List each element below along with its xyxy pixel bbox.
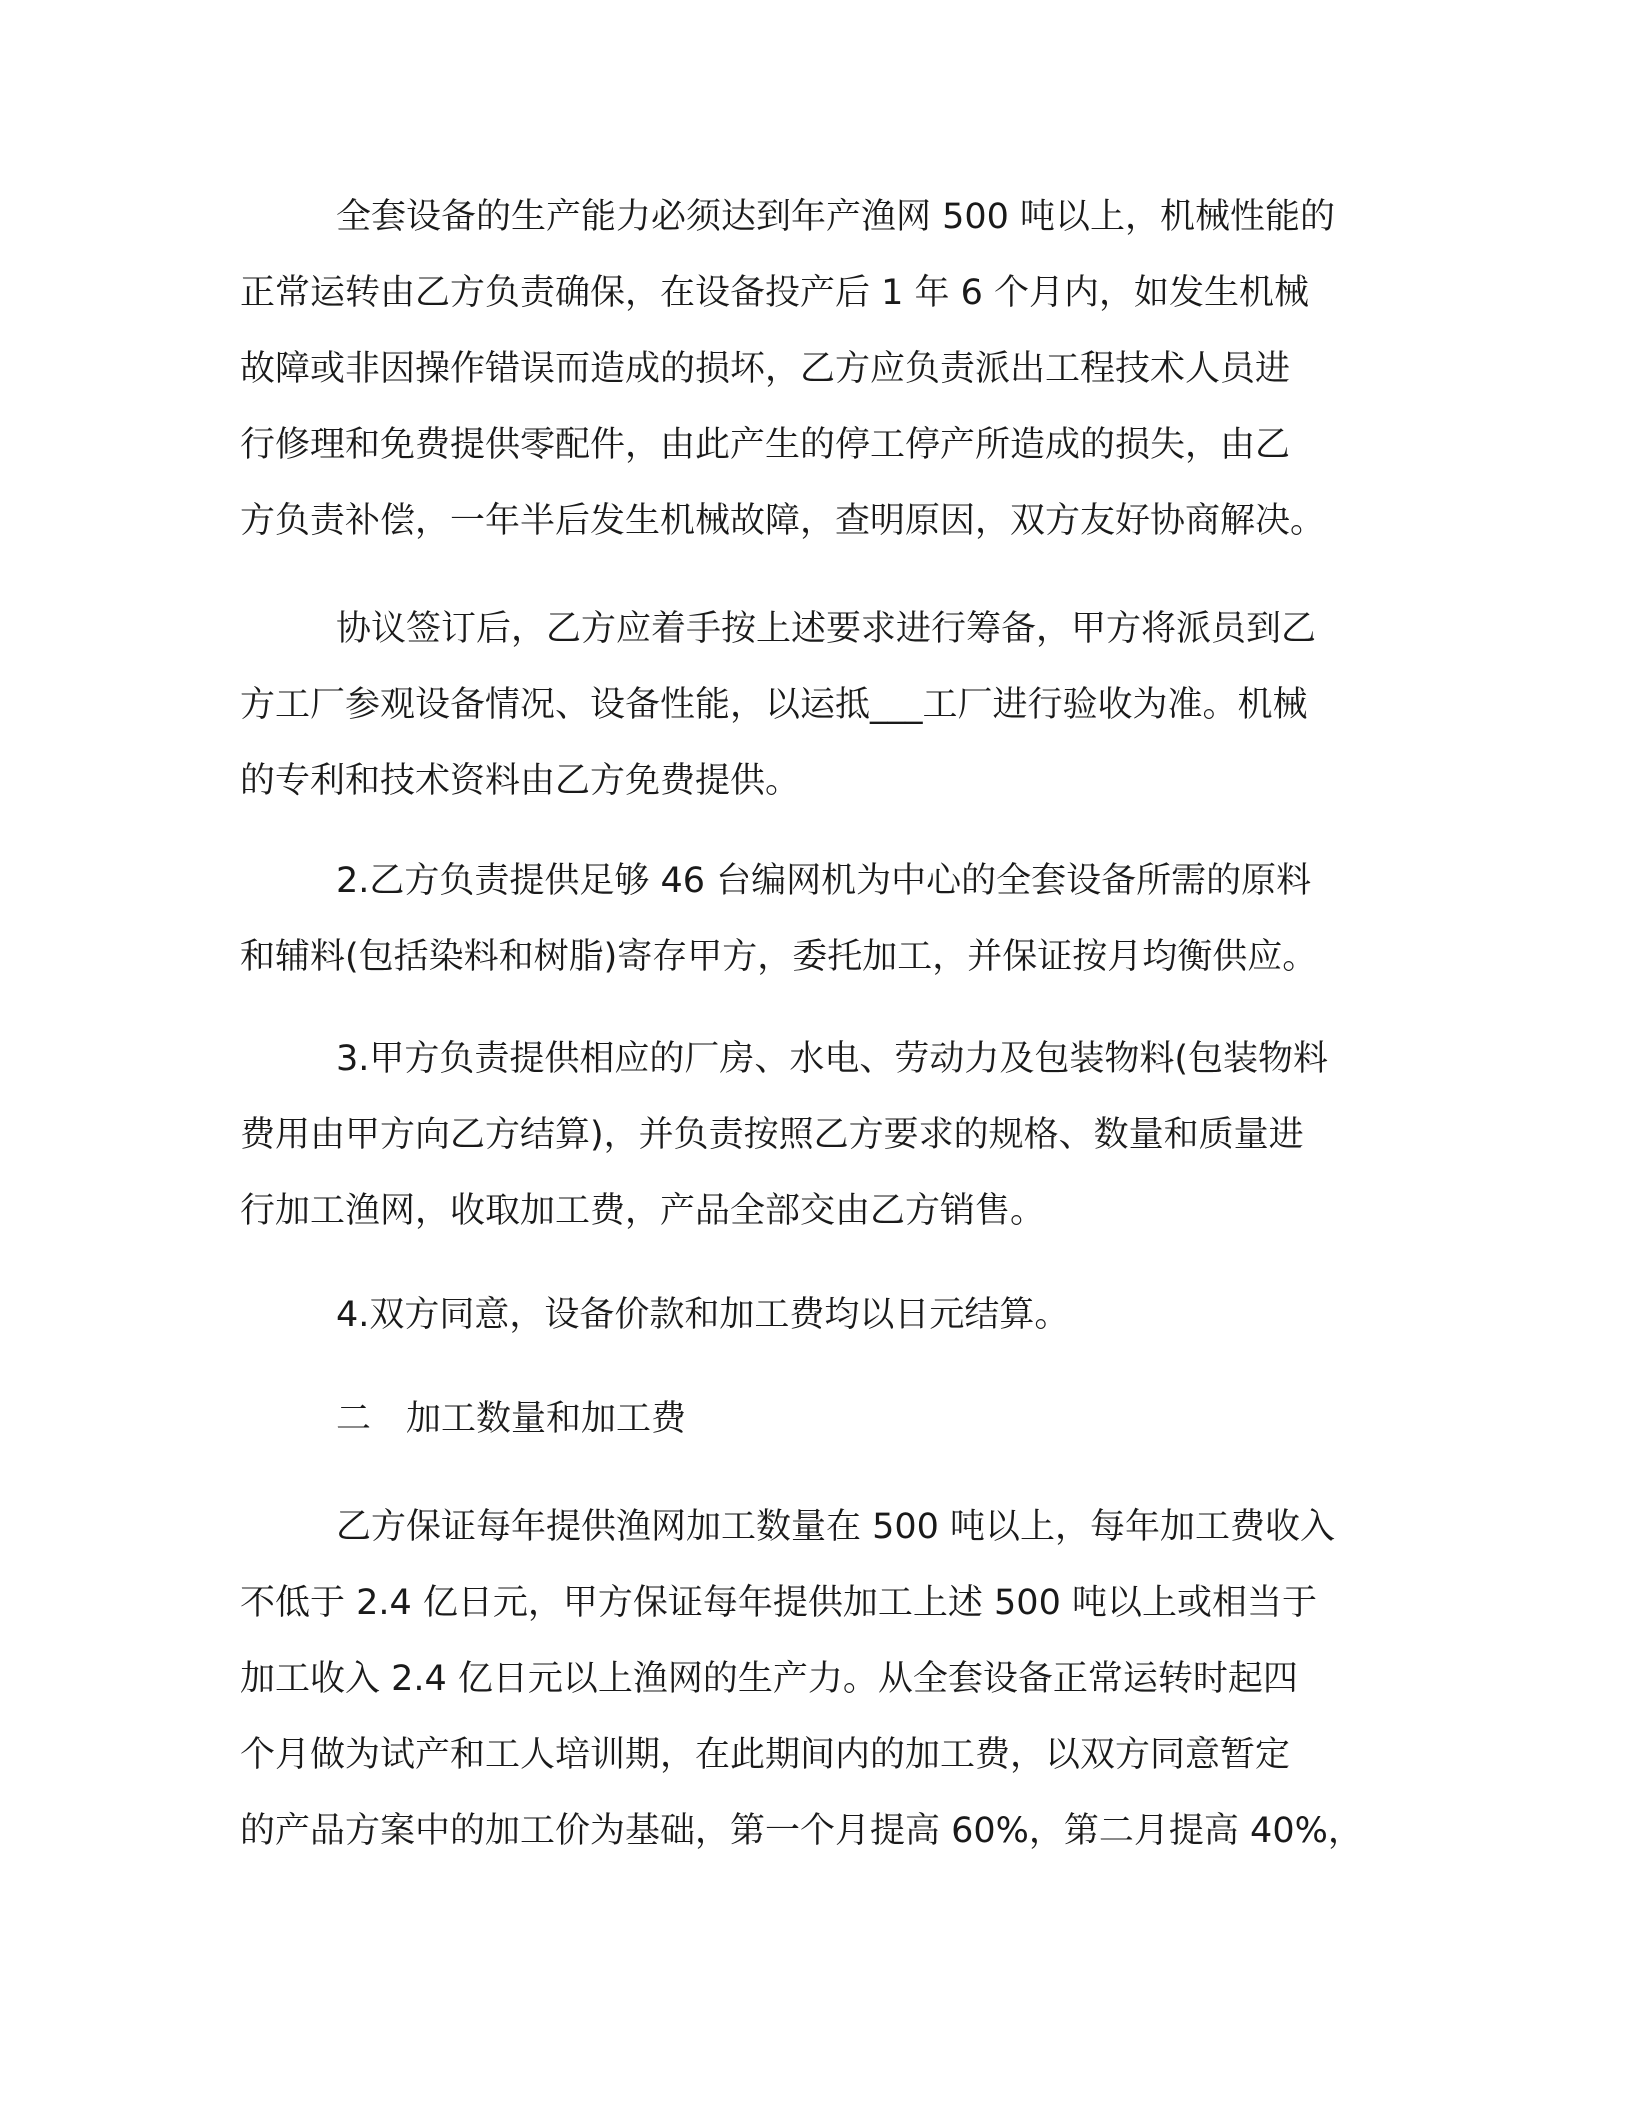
paragraph-line: 行加工渔网，收取加工费，产品全部交由乙方销售。 (240, 1191, 1046, 1231)
paragraph-line: 行修理和免费提供零配件，由此产生的停工停产所造成的损失，由乙 (240, 425, 1291, 465)
paragraph-line: 全套设备的生产能力必须达到年产渔网 500 吨以上，机械性能的 (336, 197, 1336, 237)
paragraph-line: 的产品方案中的加工价为基础，第一个月提高 60%，第二月提高 40%， (240, 1811, 1363, 1851)
paragraph-line: 2.乙方负责提供足够 46 台编网机为中心的全套设备所需的原料 (336, 861, 1312, 901)
paragraph-line: 不低于 2.4 亿日元，甲方保证每年提供加工上述 500 吨以上或相当于 (240, 1583, 1317, 1623)
paragraph-line: 方负责补偿，一年半后发生机械故障，查明原因，双方友好协商解决。 (240, 501, 1326, 541)
paragraph-line: 3.甲方负责提供相应的厂房、水电、劳动力及包装物料(包装物料 (336, 1039, 1329, 1079)
section-heading: 二 加工数量和加工费 (336, 1399, 687, 1439)
paragraph-line: 方工厂参观设备情况、设备性能，以运抵___工厂进行验收为准。机械 (240, 685, 1308, 725)
paragraph-line: 4.双方同意，设备价款和加工费均以日元结算。 (336, 1295, 1070, 1335)
paragraph-line: 和辅料(包括染料和树脂)寄存甲方，委托加工，并保证按月均衡供应。 (240, 937, 1318, 977)
paragraph-line: 协议签订后，乙方应着手按上述要求进行筹备，甲方将派员到乙 (336, 609, 1317, 649)
paragraph-line: 的专利和技术资料由乙方免费提供。 (240, 761, 801, 801)
paragraph-line: 乙方保证每年提供渔网加工数量在 500 吨以上，每年加工费收入 (336, 1507, 1336, 1547)
paragraph-line: 正常运转由乙方负责确保，在设备投产后 1 年 6 个月内，如发生机械 (240, 273, 1310, 313)
paragraph-line: 故障或非因操作错误而造成的损坏，乙方应负责派出工程技术人员进 (240, 349, 1291, 389)
paragraph-line: 费用由甲方向乙方结算)，并负责按照乙方要求的规格、数量和质量进 (240, 1115, 1304, 1155)
paragraph-line: 个月做为试产和工人培训期，在此期间内的加工费，以双方同意暂定 (240, 1735, 1291, 1775)
paragraph-line: 加工收入 2.4 亿日元以上渔网的生产力。从全套设备正常运转时起四 (240, 1659, 1298, 1699)
